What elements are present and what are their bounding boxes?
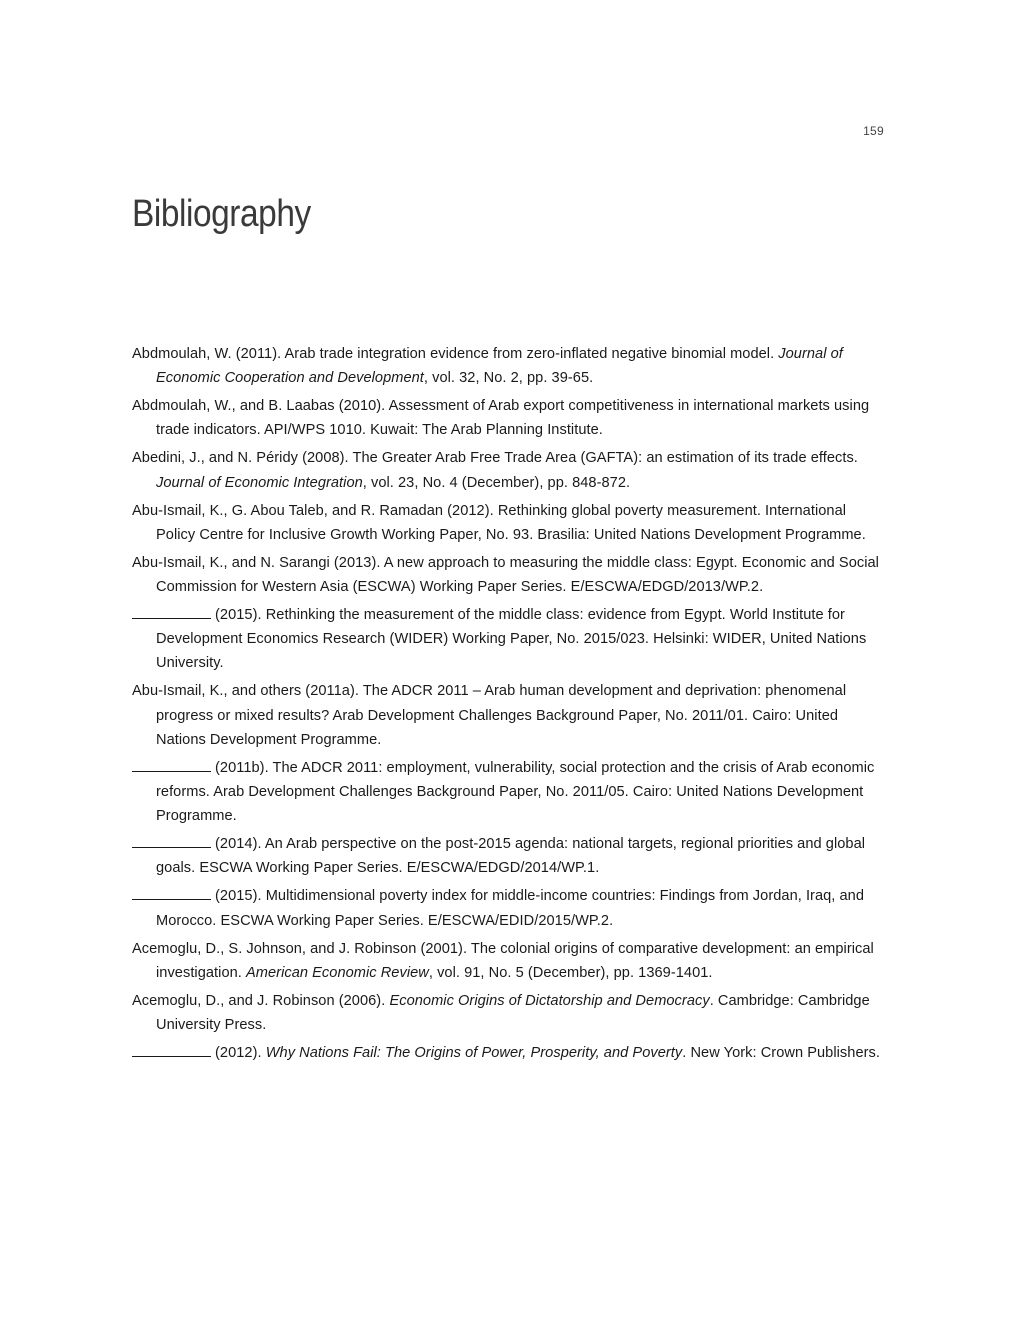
entry-text: (2015). Multidimensional poverty index for middle-income countries: Findings from Jordan, Iraq, and Morocco. ESCWA Working Paper Series. E/ESCWA/EDID/2015/WP.2. <box>156 888 864 929</box>
entry-text: Acemoglu, D., and J. Robinson (2006). <box>132 992 390 1009</box>
entry-text: Abu-Ismail, K., G. Abou Taleb, and R. Ramadan (2012). Rethinking global poverty measurement. International Policy Centre for Inclusive Growth Working Paper, No. 93. Brasilia: United Nations Development Programme. <box>132 502 866 543</box>
bibliography-entry <box>132 342 888 390</box>
bibliography-entry <box>132 884 888 932</box>
same-author-dash <box>132 757 211 772</box>
entry-text: (2012). <box>215 1045 266 1062</box>
entry-text: , vol. 91, No. 5 (December), pp. 1369-1401. <box>428 964 713 981</box>
bibliography-entry <box>132 551 888 599</box>
entry-text: Abu-Ismail, K., and N. Sarangi (2013). A new approach to measuring the middle class: Egypt. Economic and Social Commission for Western Asia (ESCWA) Working Paper Series. E/ESCWA/EDGD/2013/WP.2. <box>132 554 879 596</box>
entry-title: Journal of Economic Cooperation and Development <box>156 346 843 387</box>
bibliography-entry <box>132 603 888 676</box>
bibliography-entry <box>132 756 888 829</box>
entry-text: Abdmoulah, W. (2011). Arab trade integration evidence from zero-inflated negative binomial model. <box>132 346 779 362</box>
same-author-dash <box>132 885 211 900</box>
bibliography-entry <box>132 937 888 985</box>
entry-text: . Cambridge: Cambridge University Press. <box>156 992 870 1034</box>
page-number: 159 <box>863 124 884 138</box>
bibliography-entry <box>132 989 888 1037</box>
bibliography-entry <box>132 832 888 880</box>
bibliography-entry <box>132 499 888 547</box>
bibliography-entry <box>132 679 888 752</box>
same-author-dash <box>132 833 211 848</box>
same-author-dash <box>132 1042 211 1057</box>
entry-text: . New York: Crown Publishers. <box>682 1045 880 1062</box>
entry-text: , vol. 23, No. 4 (December), pp. 848-872. <box>362 474 631 491</box>
page-title: Bibliography <box>132 193 311 235</box>
entry-text: Abdmoulah, W., and B. Laabas (2010). Assessment of Arab export competitiveness in international markets using trade indicators. API/WPS 1010. Kuwait: The Arab Planning Institute. <box>132 398 870 439</box>
entry-title: American Economic Review <box>246 964 429 981</box>
bibliography-entry <box>132 446 888 494</box>
entry-text: Acemoglu, D., S. Johnson, and J. Robinson (2001). The colonial origins of comparative development: an empirical investigation. <box>132 940 874 981</box>
entry-text: Abedini, J., and N. Péridy (2008). The Greater Arab Free Trade Area (GAFTA): an estimation of its trade effects. <box>132 450 858 467</box>
same-author-dash <box>132 604 211 619</box>
entry-text: , vol. 32, No. 2, pp. 39-65. <box>423 370 594 387</box>
entry-text: (2015). Rethinking the measurement of the middle class: evidence from Egypt. World Institute for Development Economics Research (WIDER) Working Paper, No. 2015/023. Helsinki: WIDER, United Nations University. <box>156 607 867 672</box>
bibliography-entry <box>132 1041 888 1065</box>
entry-text: (2014). An Arab perspective on the post-2015 agenda: national targets, regional priorities and global goals. ESCWA Working Paper Series. E/ESCWA/EDGD/2014/WP.1. <box>156 836 866 877</box>
bibliography-entry <box>132 394 888 442</box>
entry-text: (2011b). The ADCR 2011: employment, vulnerability, social protection and the crisis of Arab economic reforms. Arab Development Challenges Background Paper, No. 2011/05. Cairo: United Nations Development Programme. <box>156 759 875 825</box>
bibliography-list <box>132 342 888 1069</box>
entry-text: Abu-Ismail, K., and others (2011a). The ADCR 2011 – Arab human development and deprivation: phenomenal progress or mixed results? Arab Development Challenges Background Paper, No. 2011/01. Cairo: United Nations Development Programme. <box>132 683 847 748</box>
entry-title: Why Nations Fail: The Origins of Power, Prosperity, and Poverty <box>265 1045 683 1062</box>
entry-title: Economic Origins of Dictatorship and Democracy <box>389 992 710 1009</box>
entry-title: Journal of Economic Integration <box>156 474 363 491</box>
